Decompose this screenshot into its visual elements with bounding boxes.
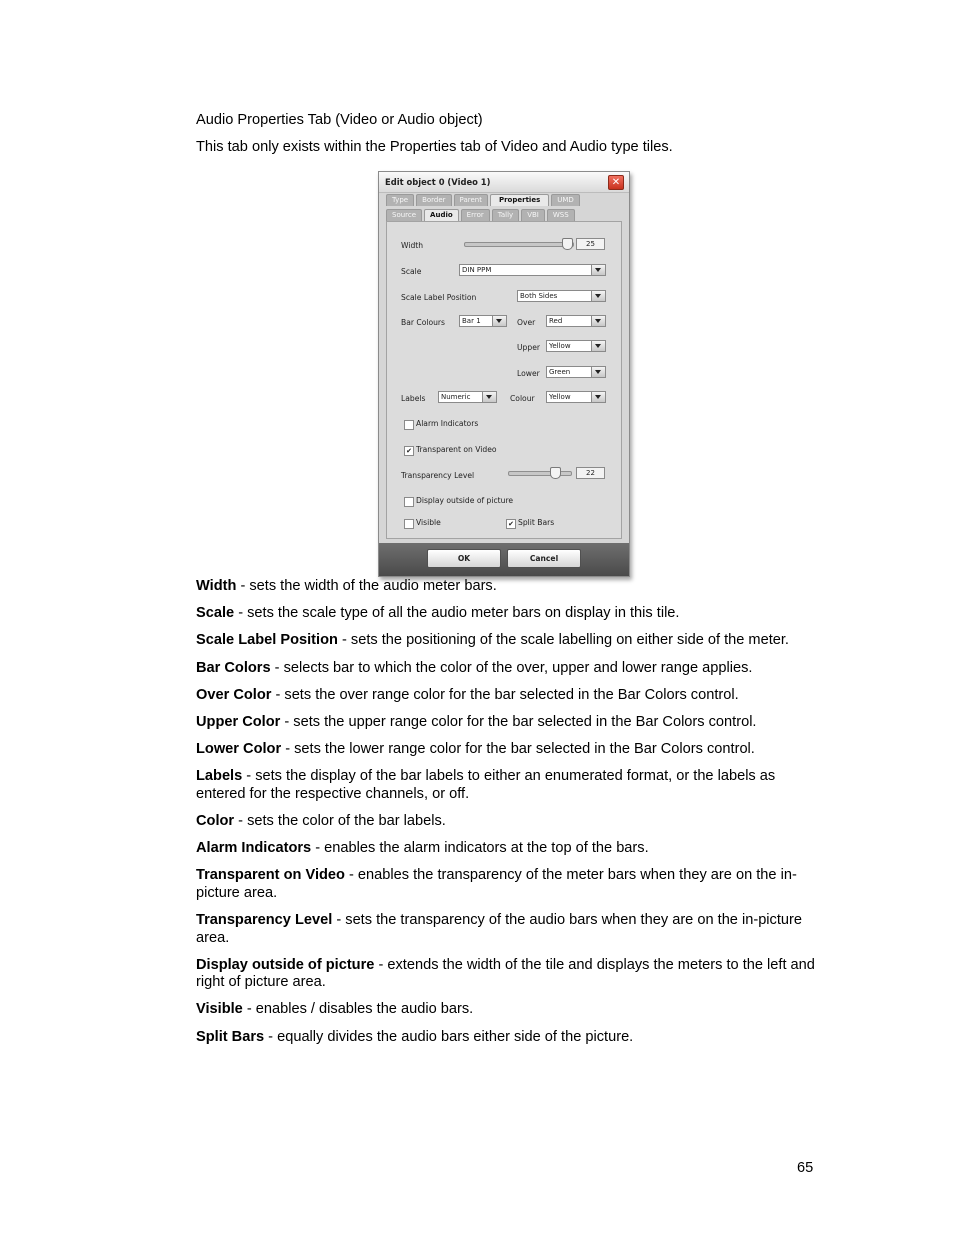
upper-value: Yellow <box>549 342 571 350</box>
width-label: Width <box>401 241 424 250</box>
definition: - sets the scale type of all the audio meter bars on display in this tile. <box>234 605 680 622</box>
display-outside-checkbox[interactable] <box>404 497 414 507</box>
lower-label: Lower <box>517 369 540 378</box>
transparency-level-slider-knob[interactable] <box>550 467 561 479</box>
term: Width <box>196 578 237 594</box>
definition: - selects bar to which the color of the over, upper and lower range applies. <box>270 659 753 676</box>
definition: - sets the lower range color for the bar selected in the Bar Colors control. <box>281 741 755 758</box>
term: Scale Label Position <box>196 632 338 649</box>
term: Labels <box>196 768 243 785</box>
description-item <box>196 687 816 705</box>
description-item <box>196 813 816 831</box>
transparency-level-value-box[interactable] <box>576 467 605 479</box>
labels-label: Labels <box>401 394 426 403</box>
definition: - equally divides the audio bars either side of the picture. <box>264 1028 634 1045</box>
chevron-down-icon[interactable] <box>492 316 506 326</box>
labels-select[interactable] <box>438 391 497 403</box>
scale-label-position-value: Both Sides <box>520 292 558 300</box>
transparency-level-value: 22 <box>586 469 595 477</box>
description-item <box>196 660 816 678</box>
transparent-on-video-checkbox[interactable]: ✔ <box>404 446 414 456</box>
over-label: Over <box>517 318 536 327</box>
outer-tab-bar <box>386 194 582 206</box>
width-slider[interactable] <box>464 242 574 247</box>
tab-properties[interactable]: Properties <box>490 194 549 206</box>
cancel-button[interactable]: Cancel <box>507 549 581 568</box>
term: Over Color <box>196 686 272 703</box>
description-item <box>196 912 816 947</box>
term: Visible <box>196 1001 243 1018</box>
width-value: 25 <box>586 240 595 248</box>
ok-button[interactable]: OK <box>427 549 501 568</box>
dialog-title: Edit object 0 (Video 1) <box>385 177 491 187</box>
chevron-down-icon[interactable] <box>591 291 605 301</box>
upper-select[interactable] <box>546 340 606 352</box>
term: Transparent on Video <box>196 867 345 884</box>
visible-label: Visible <box>416 518 441 527</box>
transparency-level-label: Transparency Level <box>401 471 475 480</box>
colour-select[interactable] <box>546 391 606 403</box>
tab-source[interactable]: Source <box>386 209 422 221</box>
chevron-down-icon[interactable] <box>591 265 605 275</box>
description-item <box>196 840 816 858</box>
section-heading: Audio Properties Tab (Video or Audio object) <box>196 112 483 128</box>
intro-text: This tab only exists within the Properties tab of Video and Audio type tiles. <box>196 139 673 155</box>
visible-checkbox[interactable] <box>404 519 414 529</box>
split-bars-checkbox[interactable]: ✔ <box>506 519 516 529</box>
tab-error[interactable]: Error <box>461 209 490 221</box>
term: Color <box>196 813 235 829</box>
definition: - enables / disables the audio bars. <box>242 1001 474 1018</box>
description-list <box>196 578 816 1056</box>
tab-audio[interactable]: Audio <box>424 209 459 221</box>
tab-border[interactable]: Border <box>416 194 451 206</box>
tab-umd[interactable]: UMD <box>551 194 580 206</box>
description-item <box>196 714 816 732</box>
lower-select[interactable] <box>546 366 606 378</box>
inner-tab-bar <box>386 209 577 221</box>
description-item <box>196 1001 816 1019</box>
term: Display outside of picture <box>196 956 375 973</box>
over-value: Red <box>549 317 563 325</box>
definition: - sets the over range color for the bar selected in the Bar Colors control. <box>271 686 739 703</box>
chevron-down-icon[interactable] <box>591 367 605 377</box>
labels-value: Numeric <box>441 393 471 401</box>
width-value-box[interactable] <box>576 238 605 250</box>
scale-value: DIN PPM <box>462 266 492 274</box>
definition: - enables the transparency of the meter bars when they are on the in-picture area. <box>196 867 797 901</box>
transparency-level-slider[interactable] <box>508 471 572 476</box>
definition: - sets the width of the audio meter bars. <box>236 578 497 594</box>
dialog-titlebar <box>379 172 629 193</box>
definition: - sets the transparency of the audio bars when they are on the in-picture area. <box>196 912 802 946</box>
definition: - extends the width of the tile and displays the meters to the left and right of picture area. <box>196 956 815 991</box>
tab-tally[interactable]: Tally <box>492 209 519 221</box>
definition: - sets the display of the bar labels to either an enumerated format, or the labels as entered for the respective channels, or off. <box>196 768 776 802</box>
term: Upper Color <box>196 713 281 730</box>
description-item <box>196 1029 816 1047</box>
chevron-down-icon[interactable] <box>482 392 496 402</box>
definition: - sets the positioning of the scale labelling on either side of the meter. <box>337 632 789 649</box>
tab-parent[interactable]: Parent <box>454 194 488 206</box>
scale-select[interactable] <box>459 264 606 276</box>
scale-label: Scale <box>401 267 422 276</box>
definition: - enables the alarm indicators at the top of the bars. <box>311 840 649 857</box>
audio-settings-panel <box>386 221 622 539</box>
lower-value: Green <box>549 368 571 376</box>
alarm-indicators-label: Alarm Indicators <box>416 419 479 428</box>
split-bars-label: Split Bars <box>518 518 555 527</box>
close-icon[interactable]: ✕ <box>608 175 624 190</box>
description-item <box>196 741 816 759</box>
scale-label-position-label: Scale Label Position <box>401 293 477 302</box>
over-select[interactable] <box>546 315 606 327</box>
edit-object-dialog-screenshot <box>378 171 630 577</box>
scale-label-position-select[interactable] <box>517 290 606 302</box>
bar-colours-select[interactable] <box>459 315 507 327</box>
bar-colours-value: Bar 1 <box>462 317 481 325</box>
dialog-footer <box>379 543 629 576</box>
bar-colours-label: Bar Colours <box>401 318 445 327</box>
description-item <box>196 605 816 623</box>
upper-label: Upper <box>517 343 540 352</box>
description-item <box>196 578 816 596</box>
term: Alarm Indicators <box>196 840 312 857</box>
term: Lower Color <box>196 741 282 758</box>
term: Bar Colors <box>196 659 271 676</box>
term: Split Bars <box>196 1028 265 1045</box>
page-number: 65 <box>797 1160 814 1176</box>
definition: - sets the color of the bar labels. <box>234 813 446 829</box>
description-item <box>196 768 816 803</box>
chevron-down-icon[interactable] <box>591 316 605 326</box>
chevron-down-icon[interactable] <box>591 392 605 402</box>
term: Transparency Level <box>196 912 333 929</box>
tab-wss[interactable]: WSS <box>547 209 575 221</box>
tab-vbi[interactable]: VBI <box>521 209 545 221</box>
chevron-down-icon[interactable] <box>591 341 605 351</box>
description-item <box>196 957 816 992</box>
transparent-on-video-label: Transparent on Video <box>416 445 497 454</box>
colour-value: Yellow <box>549 393 571 401</box>
term: Scale <box>196 605 235 622</box>
description-item <box>196 867 816 902</box>
tab-type[interactable]: Type <box>386 194 414 206</box>
colour-label: Colour <box>510 394 535 403</box>
description-item <box>196 632 816 650</box>
alarm-indicators-checkbox[interactable] <box>404 420 414 430</box>
width-slider-knob[interactable] <box>562 238 573 250</box>
definition: - sets the upper range color for the bar selected in the Bar Colors control. <box>280 713 757 730</box>
display-outside-label: Display outside of picture <box>416 496 514 505</box>
